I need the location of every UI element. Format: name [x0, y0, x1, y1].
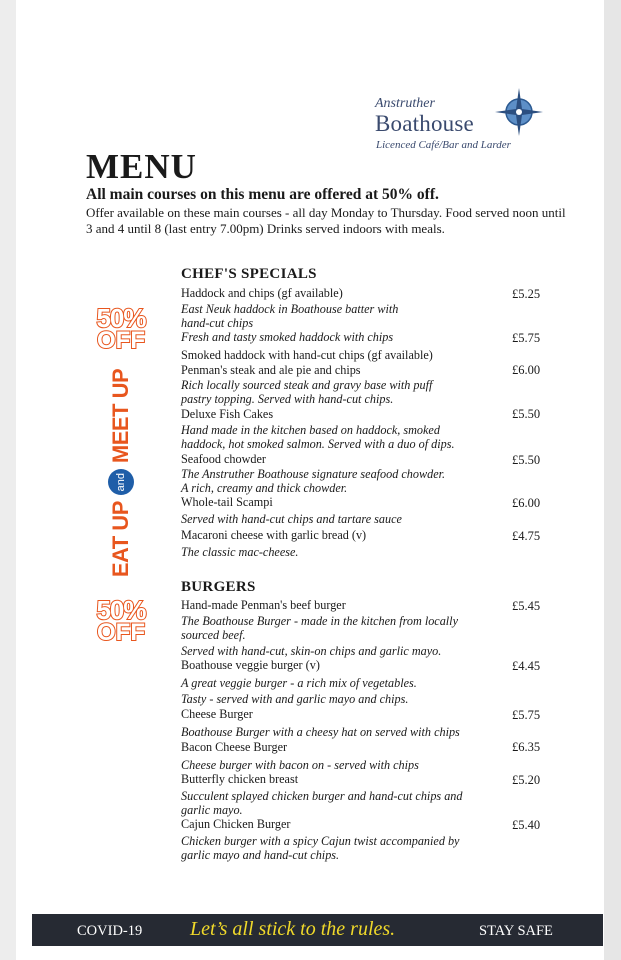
logo-big-text: Boathouse: [375, 111, 474, 136]
meet-up-text: MEET UP: [108, 368, 133, 464]
discount-badge-bottom: [92, 597, 150, 651]
item-price: £4.75: [512, 529, 541, 543]
logo-tagline: Licenced Café/Bar and Larder: [376, 139, 511, 151]
menu-item-description: Hand made in the kitchen based on haddock, smoked: [181, 423, 440, 437]
page-title: MENU: [86, 147, 197, 186]
and-circle: and: [108, 469, 134, 495]
item-price: £5.45: [512, 599, 541, 613]
item-price: £5.25: [512, 287, 541, 301]
menu-item-description: Smoked haddock with hand-cut chips (gf available): [181, 348, 433, 362]
menu-item-name: Bacon Cheese Burger: [181, 740, 288, 754]
menu-item-description: The Anstruther Boathouse signature seafood chowder.: [181, 467, 446, 481]
menu-item-description: hand-cut chips: [181, 316, 254, 330]
item-price: £5.20: [512, 773, 541, 787]
menu-item-description: The classic mac-cheese.: [181, 545, 299, 559]
menu-item-description: Rich locally sourced steak and gravy base with puff: [181, 378, 433, 392]
menu-item-description: A great veggie burger - a rich mix of vegetables.: [181, 676, 417, 690]
discount-badge-top: [92, 305, 150, 359]
menu-item-name: Butterfly chicken breast: [181, 772, 299, 786]
menu-item-name: Haddock and chips (gf available): [181, 286, 343, 300]
menu-item-description: garlic mayo.: [181, 803, 243, 817]
menu-item-name: Whole-tail Scampi: [181, 495, 273, 509]
item-price: £5.50: [512, 407, 541, 421]
badge-percent: 50%: [96, 303, 146, 333]
item-price: £6.35: [512, 740, 541, 754]
compass-icon: [495, 88, 543, 136]
menu-item-description: East Neuk haddock in Boathouse batter with: [181, 302, 399, 316]
menu-item-description: Chicken burger with a spicy Cajun twist accompanied by: [181, 834, 460, 848]
badge-off: OFF: [97, 327, 145, 354]
menu-item-name: Macaroni cheese with garlic bread (v): [181, 528, 367, 542]
menu-item-name: Seafood chowder: [181, 452, 266, 466]
menu-item-name: Deluxe Fish Cakes: [181, 407, 274, 421]
covid-label: COVID-19: [77, 923, 143, 939]
menu-item-name: Cajun Chicken Burger: [181, 817, 291, 831]
menu-item-description: Served with hand-cut, skin-on chips and garlic mayo.: [181, 644, 442, 658]
item-price: £5.40: [512, 818, 541, 832]
offer-details: Offer available on these main courses - all day Monday to Thursday. Food served noon until 3 and 4 until 8 (last entry 7.00pm) Drinks served indoors with meals.: [86, 205, 566, 236]
burgers-heading: BURGERS: [181, 579, 256, 595]
menu-item-name: Boathouse veggie burger (v): [181, 658, 320, 672]
menu-item-description: garlic mayo and hand-cut chips.: [181, 848, 340, 862]
offer-headline: All main courses on this menu are offered at 50% off.: [86, 186, 439, 203]
item-price: £6.00: [512, 363, 541, 377]
menu-item-name: Cheese Burger: [181, 707, 253, 721]
menu-item-description: sourced beef.: [181, 628, 246, 642]
promo-strip: [90, 305, 152, 655]
menu-item-description: Cheese burger with bacon on - served with chips: [181, 758, 419, 772]
page-edge: [604, 0, 621, 960]
covid-footer-banner: [32, 914, 603, 946]
badge-percent: 50%: [96, 595, 146, 625]
menu-item-description: A rich, creamy and thick chowder.: [181, 481, 348, 495]
chefs-specials-heading: CHEF'S SPECIALS: [181, 266, 317, 282]
menu-item-description: Boathouse Burger with a cheesy hat on served with chips: [181, 725, 460, 739]
item-price: £5.50: [512, 453, 541, 467]
eat-up-text: EAT UP: [108, 501, 133, 578]
menu-item-description: The Boathouse Burger - made in the kitchen from locally: [181, 614, 458, 628]
menu-item-description: pastry topping. Served with hand-cut chips.: [181, 392, 394, 406]
rules-slogan: Let’s all stick to the rules.: [190, 918, 396, 940]
menu-item-name: Penman's steak and ale pie and chips: [181, 363, 361, 377]
menu-item-description: Tasty - served with and garlic mayo and chips.: [181, 692, 409, 706]
menu-item-name: Hand-made Penman's beef burger: [181, 598, 346, 612]
boathouse-logo: [375, 92, 555, 158]
menu-item-description: haddock, hot smoked salmon. Served with a duo of dips.: [181, 437, 455, 451]
logo-small-text: Anstruther: [375, 96, 435, 111]
item-price: £4.45: [512, 659, 541, 673]
menu-item-name: Fresh and tasty smoked haddock with chips: [181, 330, 394, 344]
menu-item-description: Served with hand-cut chips and tartare sauce: [181, 512, 402, 526]
stay-safe-label: STAY SAFE: [479, 923, 553, 939]
eat-up-meet-up-banner: [101, 368, 141, 578]
item-price: £6.00: [512, 496, 541, 510]
badge-off: OFF: [97, 619, 145, 646]
menu-item-description: Succulent splayed chicken burger and hand-cut chips and: [181, 789, 463, 803]
item-price: £5.75: [512, 708, 541, 722]
item-price: £5.75: [512, 331, 541, 345]
